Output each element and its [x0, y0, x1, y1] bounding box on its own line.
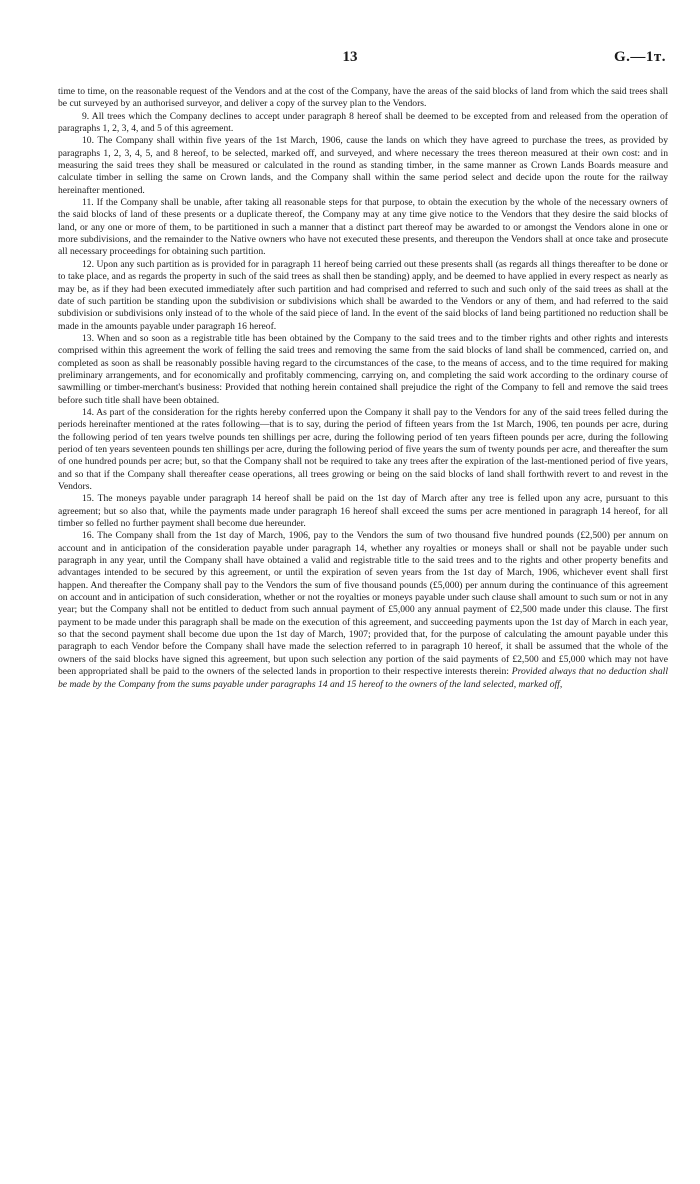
paragraph-13: 13. When and so soon as a registrable title has been obtained by the Company to the said trees and to the timber rights and other rights and interests comprised within this agreement the work of felling the said trees and removing the same from the said blocks of land shall be commenced, carried on, and completed as soon as shall be reasonably possible having regard to the circumstances of the case, to the means of access, and to the time required for making preliminary arrangements, and for economically and profitably commencing, carrying on, and completing the said work according to the ordinary course of sawmilling or timber-merchant's business: Provided that nothing herein contained shall prejudice the right of the Company to fell and remove the said trees before such title shall have been obtained.: [58, 332, 668, 406]
final-proviso: Provided always that no deduction shall be made by the Company from the sums payable under paragraphs 14 and 15 hereof to the owners of the land selected, marked off,: [58, 666, 668, 690]
page-number: 13: [342, 49, 358, 65]
paragraph-9: 9. All trees which the Company declines to accept under paragraph 8 hereof shall be deemed to be excepted from and released from the operation of paragraphs 1, 2, 3, 4, and 5 of this agreement.: [58, 110, 668, 135]
paragraph-15: 15. The moneys payable under paragraph 14 hereof shall be paid on the 1st day of March after any tree is felled upon any acre, pursuant to this agreement; but so also that, while the payments made under paragraph 16 hereof shall exceed the sums per acre mentioned in paragraph 14 hereof, for all timber so felled no further payment shall become due hereunder.: [58, 493, 668, 530]
paragraph-continued: time to time, on the reasonable request of the Vendors and at the cost of the Company, have the areas of the said blocks of land from which the said trees shall be cut surveyed by an authorised surveyor, and deliver a copy of the survey plan to the Vendors.: [58, 86, 668, 110]
paragraph-16: [58, 530, 668, 690]
paragraph-11: 11. If the Company shall be unable, after taking all reasonable steps for that purpose, to obtain the execution by the whole of the necessary owners of the said blocks of land of these presents or a duplicate thereof, the Company may at any time give notice to the Vendors that they desire the said blocks of land, or any one or more of them, to be partitioned in such a manner that a distinct part thereof may be awarded to or amongst the Vendors alone in one or more subdivisions, and the remainder to the Native owners who have not executed these presents, and thereupon the Vendors shall at once take and prosecute all necessary proceedings for obtaining such partition.: [58, 197, 668, 258]
body-text: [58, 86, 668, 691]
paragraph-16-text: 16. The Company shall from the 1st day of March, 1906, pay to the Vendors the sum of two thousand five hundred pounds (£2,500) per annum on account and in anticipation of the consideration payable under paragraph 14, whether any royalties or moneys shall or shall not be payable under such paragraph in any year, until the Company shall have obtained a valid and registrable title to the said trees and to the rights and other property benefits and advantages intended to be secured by this agreement, or until the expiration of seven years from the 1st day of March, 1906, whichever event shall first happen. And thereafter the Company shall pay to the Vendors the sum of five thousand pounds (£5,000) per annum during the continuance of this agreement on account and in anticipation of such consideration, whether or not the royalties or moneys payable under such clause shall amount to such sum or not in any year; but the Company shall not be entitled to deduct from such annual payment of £5,000 any annual payment of £2,500 made under this clause. The first payment to be made under this paragraph shall be made on the execution of this agreement, and succeeding payments upon the 1st day of March in each year, so that the second payment shall become due upon the 1st day of March, 1907; provided that, for the purpose of calculating the amount payable under this paragraph to each Vendor before the Company shall have made the selection referred to in paragraph 10 hereof, it shall be assumed that the whole of the owners of the said blocks have signed this agreement, but upon such selection any portion of the said payments of £2,500 and £5,000 which may not have been appropriated shall be paid to the owners of the selected lands in proportion to their respective interests therein:: [58, 530, 668, 678]
paragraph-12: 12. Upon any such partition as is provided for in paragraph 11 hereof being carried out these presents shall (as regards all things thereafter to be done or to take place, and as regards the property in such of the said trees as shall then be standing) apply, and be deemed to have applied in every respect as nearly as may be, as if they had been executed immediately after such partition and had comprised and referred to such and such only of the said trees as shall at the date of such partition be standing upon the subdivision or subdivisions which shall be awarded to the Vendors or any of them, and had referred to the said subdivision or subdivisions only instead of to the whole of the said piece of land. In the event of the said blocks of land being partitioned no reduction shall be made in the amounts payable under paragraph 16 hereof.: [58, 258, 668, 332]
paragraph-10: 10. The Company shall within five years of the 1st March, 1906, cause the lands on which they have agreed to purchase the trees, as provided by paragraphs 1, 2, 3, 4, 5, and 8 hereof, to be selected, marked off, and surveyed, and where necessary the trees thereon measured at their own cost: and in measuring the said trees they shall be measured or calculated in the round as standing timber, in the same manner as Crown Lands Boards measure and calculate timber in selling the same on Crown lands, and the Company shall within the same period select and decide upon the route for the railway hereinafter mentioned.: [58, 135, 668, 196]
document-reference: G.—1ᴛ.: [613, 49, 666, 65]
paragraph-14: 14. As part of the consideration for the rights hereby conferred upon the Company it shall pay to the Vendors for any of the said trees felled during the periods hereinafter mentioned at the rates following—that is to say, during the period of fifteen years from the 1st March, 1906, ten pounds per acre, during the following period of ten years twelve pounds ten shillings per acre, during the following period of ten years fifteen pounds per acre, during the following period of ten years seventeen pounds ten shillings per acre, during the following period of five years the sum of twenty pounds per acre, and thereafter the sum of one hundred pounds per acre; but, so that the Company shall not be required to take any trees after the expiration of the last-mentioned period of five years, and so that if the Company shall thereafter cease operations, all trees growing or being on the said blocks of land shall forthwith revert to and revest in the Vendors.: [58, 406, 668, 492]
